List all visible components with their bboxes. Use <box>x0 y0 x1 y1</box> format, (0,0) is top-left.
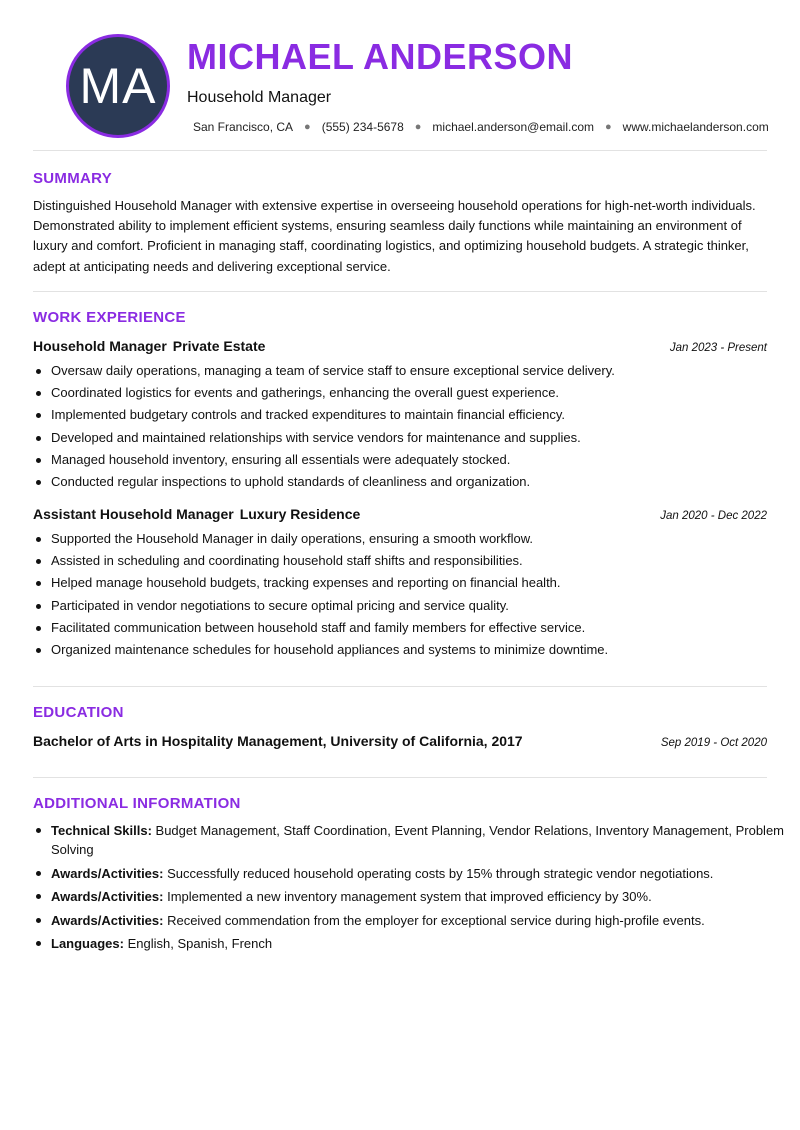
item-label: Awards/Activities: <box>51 912 164 928</box>
contact-location: San Francisco, CA <box>193 120 294 134</box>
section-divider <box>33 686 767 687</box>
additional-item <box>51 821 791 859</box>
item-label: Awards/Activities: <box>51 889 164 904</box>
section-divider <box>33 291 767 292</box>
additional-item <box>51 864 791 883</box>
job-header <box>33 338 767 354</box>
job-dates: Jan 2020 - Dec 2022 <box>660 510 767 522</box>
item-text: Budget Management, Staff Coordination, Event Planning, Vendor Relations, Inventory Management, Problem Solving <box>51 823 785 857</box>
section-divider <box>33 150 767 151</box>
education-entry <box>33 733 767 749</box>
job-bullet: Participated in vendor negotiations to secure optimal pricing and service quality. <box>51 595 791 617</box>
item-label: Awards/Activities: <box>51 865 164 881</box>
contact-email: michael.anderson@email.com <box>432 120 595 134</box>
job-role: Household Manager <box>33 338 167 354</box>
summary-heading: SUMMARY <box>33 170 113 187</box>
avatar <box>66 34 170 138</box>
resume-header <box>33 0 767 150</box>
job-company: Luxury Residence <box>239 506 361 522</box>
experience-heading: WORK EXPERIENCE <box>33 309 186 326</box>
job-bullet: Assisted in scheduling and coordinating household staff shifts and responsibilities. <box>51 550 791 572</box>
separator-dot-icon: ● <box>304 121 311 133</box>
job-bullet: Managed household inventory, ensuring all essentials were adequately stocked. <box>51 449 791 471</box>
item-text: Received commendation from the employer for exceptional service during high-profile events. <box>163 912 705 928</box>
job-bullet: Helped manage household budgets, tracking expenses and reporting on financial health. <box>51 572 791 594</box>
job-title <box>33 338 265 354</box>
job-bullet-list <box>33 360 791 493</box>
additional-item <box>51 887 791 906</box>
job-bullet: Coordinated logistics for events and gatherings, enhancing the overall guest experience. <box>51 382 791 404</box>
job-bullet: Facilitated communication between household staff and family members for effective service. <box>51 617 791 639</box>
job-dates: Jan 2023 - Present <box>669 342 767 354</box>
job-bullet: Conducted regular inspections to uphold standards of cleanliness and organization. <box>51 471 791 493</box>
job-company: Private Estate <box>172 338 266 354</box>
contact-website: www.michaelanderson.com <box>622 120 769 134</box>
separator-dot-icon: ● <box>605 121 612 133</box>
summary-text: Distinguished Household Manager with extensive expertise in overseeing household operations for high-net-worth individuals. Demonstrated ability to implement efficient systems, ensuring seamless daily functions while maintaining an environment of luxury and comfort. Proficient in managing staff, coordinating logistics, and optimizing household budgets. A strategic thinker, adept at anticipating needs and delivering exceptional service. <box>33 198 756 274</box>
additional-item <box>51 911 791 930</box>
job-bullet: Implemented budgetary controls and tracked expenditures to maintain financial efficiency. <box>51 404 791 426</box>
candidate-name: MICHAEL ANDERSON <box>187 36 574 77</box>
education-heading: EDUCATION <box>33 704 124 721</box>
avatar-initials: MA <box>79 58 157 114</box>
job-bullet: Organized maintenance schedules for household appliances and systems to minimize downtime. <box>51 639 791 661</box>
job-bullet: Supported the Household Manager in daily operations, ensuring a smooth workflow. <box>51 528 791 550</box>
item-text: Successfully reduced household operating costs by 15% through strategic vendor negotiations. <box>163 865 714 881</box>
additional-list <box>33 821 791 958</box>
job-bullet-list <box>33 528 791 661</box>
contact-phone: (555) 234-5678 <box>321 120 404 134</box>
item-label: Languages: <box>51 936 124 951</box>
candidate-title: Household Manager <box>187 89 332 106</box>
item-text: Implemented a new inventory management system that improved efficiency by 30%. <box>163 889 652 904</box>
section-divider <box>33 777 767 778</box>
job-header <box>33 506 767 522</box>
job-bullet: Oversaw daily operations, managing a team of service staff to ensure exceptional service delivery. <box>51 360 791 382</box>
education-dates: Sep 2019 - Oct 2020 <box>660 737 767 749</box>
item-text: English, Spanish, French <box>123 936 273 951</box>
contact-info <box>193 120 769 134</box>
job-role: Assistant Household Manager <box>33 506 234 522</box>
degree: Bachelor of Arts in Hospitality Management, University of California, 2017 <box>33 733 523 749</box>
job-title <box>33 506 360 522</box>
job-bullet: Developed and maintained relationships with service vendors for maintenance and supplies. <box>51 427 791 449</box>
additional-heading: ADDITIONAL INFORMATION <box>33 795 241 812</box>
item-label: Technical Skills: <box>51 823 152 838</box>
separator-dot-icon: ● <box>414 121 422 133</box>
additional-item <box>51 934 791 953</box>
